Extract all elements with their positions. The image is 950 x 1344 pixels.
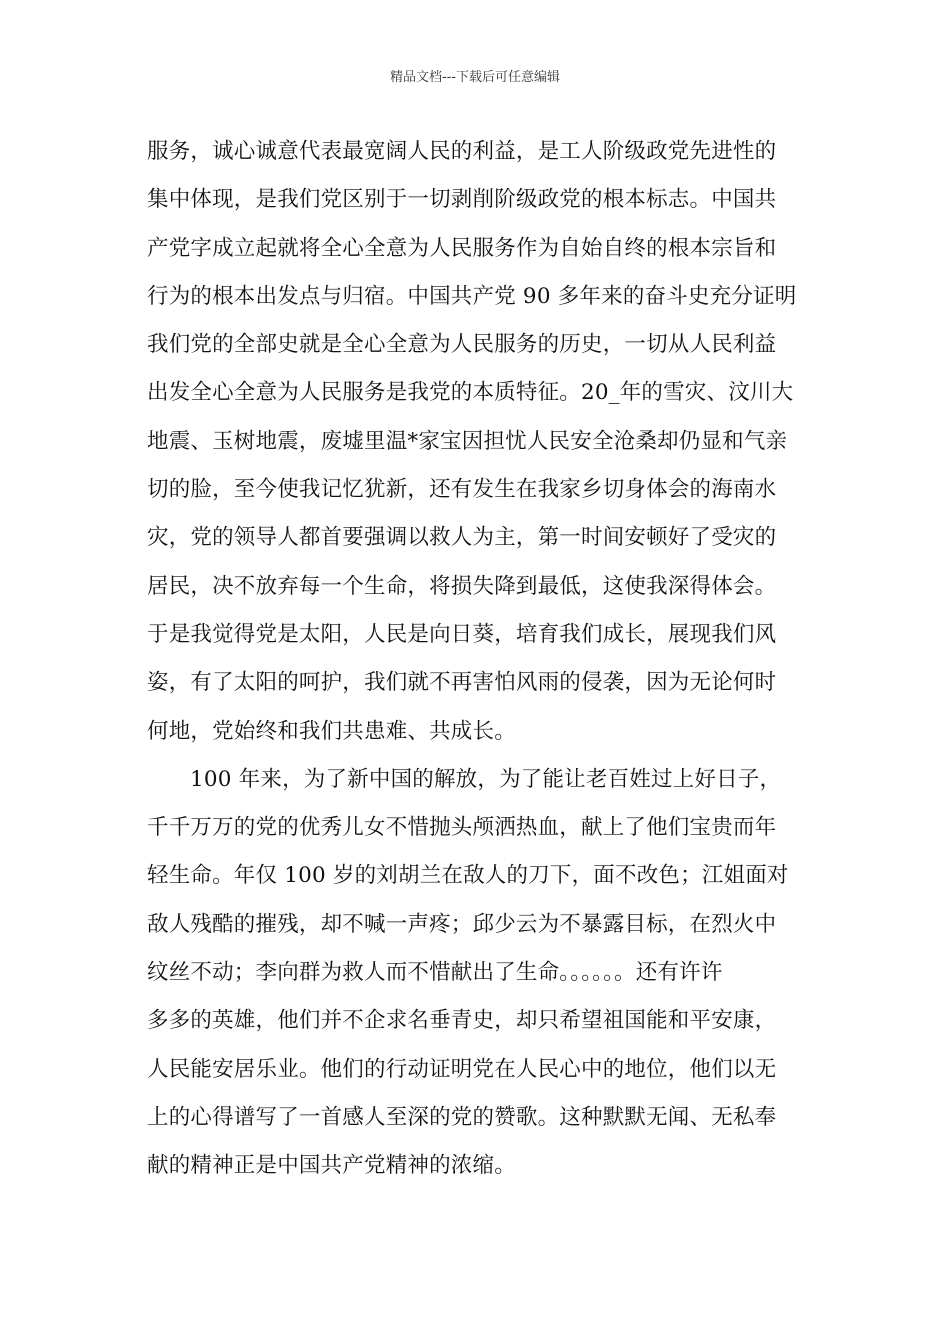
text-line: 出发全心全意为人民服务是我党的本质特征。20_年的雪灾、汶川大 bbox=[147, 380, 794, 406]
document-body bbox=[147, 128, 807, 1191]
text-line: 千千万万的党的优秀儿女不惜抛头颅洒热血，献上了他们宝贵而年 bbox=[147, 815, 777, 841]
text-line: 产党字成立起就将全心全意为人民服务作为自始自终的根本宗旨和 bbox=[147, 235, 777, 261]
text-line: 献的精神正是中国共产党精神的浓缩。 bbox=[147, 1153, 516, 1179]
text-line: 地震、玉树地震，废墟里温*家宝因担忧人民安全沧桑却仍显和气亲 bbox=[147, 428, 788, 454]
text-line: 敌人残酷的摧残，却不喊一声疼；邱少云为不暴露目标，在烈火中 bbox=[147, 911, 777, 937]
text-line: 上的心得谱写了一首感人至深的党的赞歌。这种默默无闻、无私奉 bbox=[147, 1104, 777, 1130]
text-line: 于是我觉得党是太阳，人民是向日葵，培育我们成长，展现我们风 bbox=[147, 621, 777, 647]
text-line: 人民能安居乐业。他们的行动证明党在人民心中的地位，他们以无 bbox=[147, 1056, 777, 1082]
text-line: 切的脸，至今使我记忆犹新，还有发生在我家乡切身体会的海南水 bbox=[147, 477, 777, 503]
text-line: 姿，有了太阳的呵护，我们就不再害怕风雨的侵袭，因为无论何时 bbox=[147, 670, 777, 696]
text-line: 服务，诚心诚意代表最宽阔人民的利益，是工人阶级政党先进性的 bbox=[147, 139, 777, 164]
text-line: 居民，决不放弃每一个生命，将损失降到最低，这使我深得体会。 bbox=[147, 573, 777, 599]
text-line: 集中体现，是我们党区别于一切剥削阶级政党的根本标志。中国共 bbox=[147, 187, 777, 213]
text-line: 灾，党的领导人都首要强调以救人为主，第一时间安顿好了受灾的 bbox=[147, 525, 777, 551]
text-line: 多多的英雄，他们并不企求名垂青史，却只希望祖国能和平安康， bbox=[147, 1008, 777, 1034]
text-line: 纹丝不动；李向群为救人而不惜献出了生命。。。。。。还有许许 bbox=[147, 960, 723, 986]
text-line: 我们党的全部史就是全心全意为人民服务的历史，一切从人民利益 bbox=[147, 332, 777, 358]
text-line: 何地，党始终和我们共患难、共成长。 bbox=[147, 718, 516, 744]
page-header: 精品文档---下载后可任意编辑 bbox=[389, 70, 561, 85]
text-line: 轻生命。年仅 100 岁的刘胡兰在敌人的刀下，面不改色；江姐面对 bbox=[147, 863, 789, 889]
text-line: 行为的根本出发点与归宿。中国共产党 90 多年来的奋斗史充分证明 bbox=[147, 283, 797, 309]
paragraph-start-line: 100 年来，为了新中国的解放，为了能让老百姓过上好日子， bbox=[190, 766, 782, 792]
